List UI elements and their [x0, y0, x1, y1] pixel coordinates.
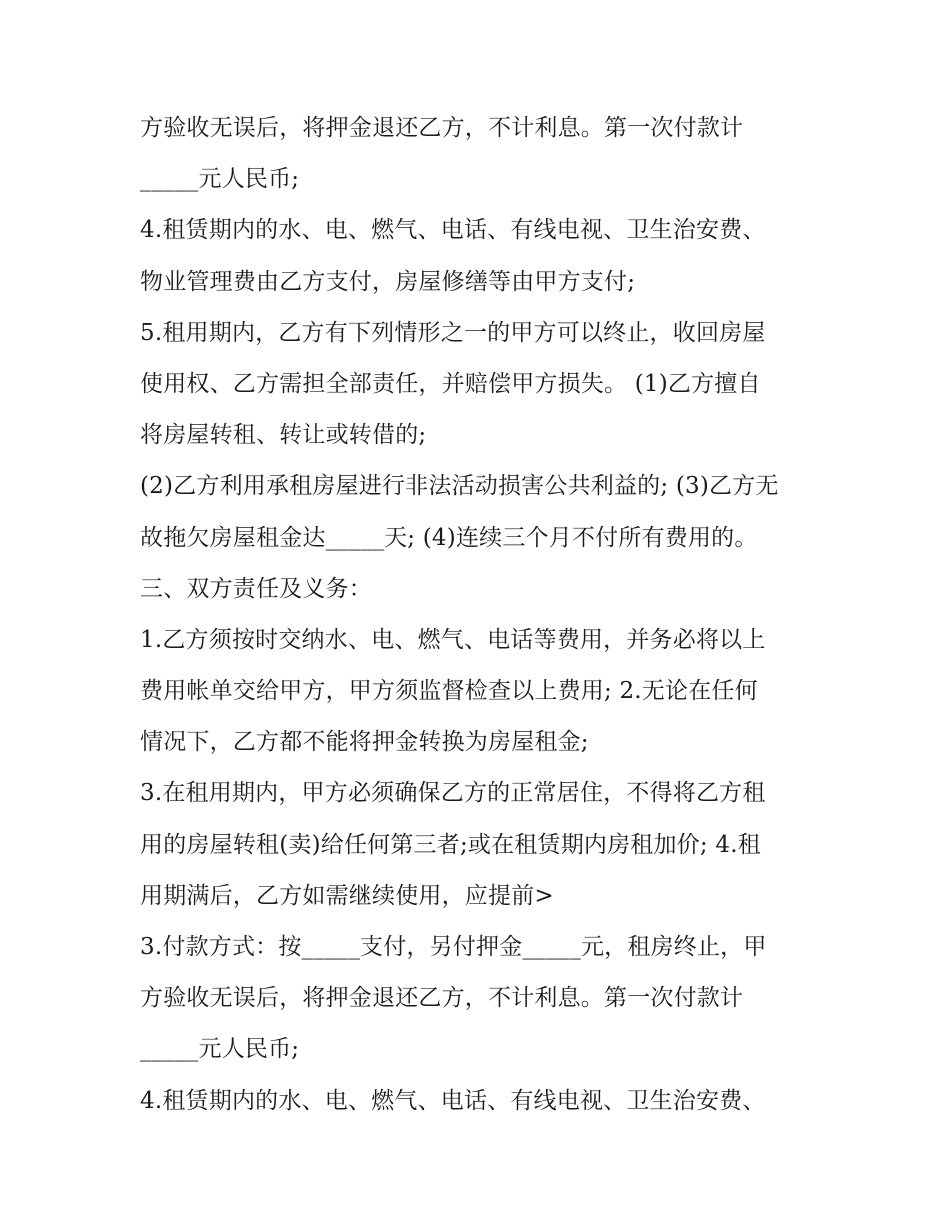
- text-line: 将房屋转租、转让或转借的;: [140, 422, 427, 449]
- text-line: 费用帐单交给甲方，甲方须监督检查以上费用; 2.无论在任何: [140, 678, 758, 705]
- text-line: 物业管理费由乙方支付，房屋修缮等由甲方支付;: [140, 268, 636, 295]
- text-line: 3.付款方式：按_____支付，另付押金_____元，租房终止，甲: [140, 934, 767, 960]
- text-line: 5.租用期内，乙方有下列情形之一的甲方可以终止，收回房屋: [140, 319, 766, 346]
- text-line: 4.租赁期内的水、电、燃气、电话、有线电视、卫生治安费、: [140, 217, 766, 244]
- section-heading: 三、双方责任及义务：: [140, 575, 372, 602]
- text-line: 情况下，乙方都不能将押金转换为房屋租金;: [140, 729, 589, 756]
- text-line: 4.租赁期内的水、电、燃气、电话、有线电视、卫生治安费、: [140, 1087, 766, 1114]
- text-line: 使用权、乙方需担全部责任，并赔偿甲方损失。 (1)乙方擅自: [140, 370, 761, 397]
- text-line: 故拖欠房屋租金达_____天; (4)连续三个月不付所有费用的。: [140, 524, 758, 551]
- text-line: 3.在租用期内，甲方必须确保乙方的正常居住，不得将乙方租: [140, 780, 766, 807]
- contract-body-text: [140, 103, 830, 1127]
- text-line: 方验收无误后，将押金退还乙方，不计利息。第一次付款计: [140, 115, 744, 141]
- text-line: 用期满后，乙方如需继续使用，应提前>: [140, 882, 554, 909]
- text-line: 用的房屋转租(卖)给任何第三者;或在租赁期内房租加价; 4.租: [140, 831, 761, 858]
- text-line: (2)乙方利用承租房屋进行非法活动损害公共利益的; (3)乙方无: [140, 473, 779, 500]
- text-line: 1.乙方须按时交纳水、电、燃气、电话等费用，并务必将以上: [140, 626, 766, 653]
- text-line: _____元人民币;: [140, 1036, 300, 1063]
- text-line: 方验收无误后，将押金退还乙方，不计利息。第一次付款计: [140, 985, 744, 1012]
- text-line: _____元人民币;: [140, 166, 300, 193]
